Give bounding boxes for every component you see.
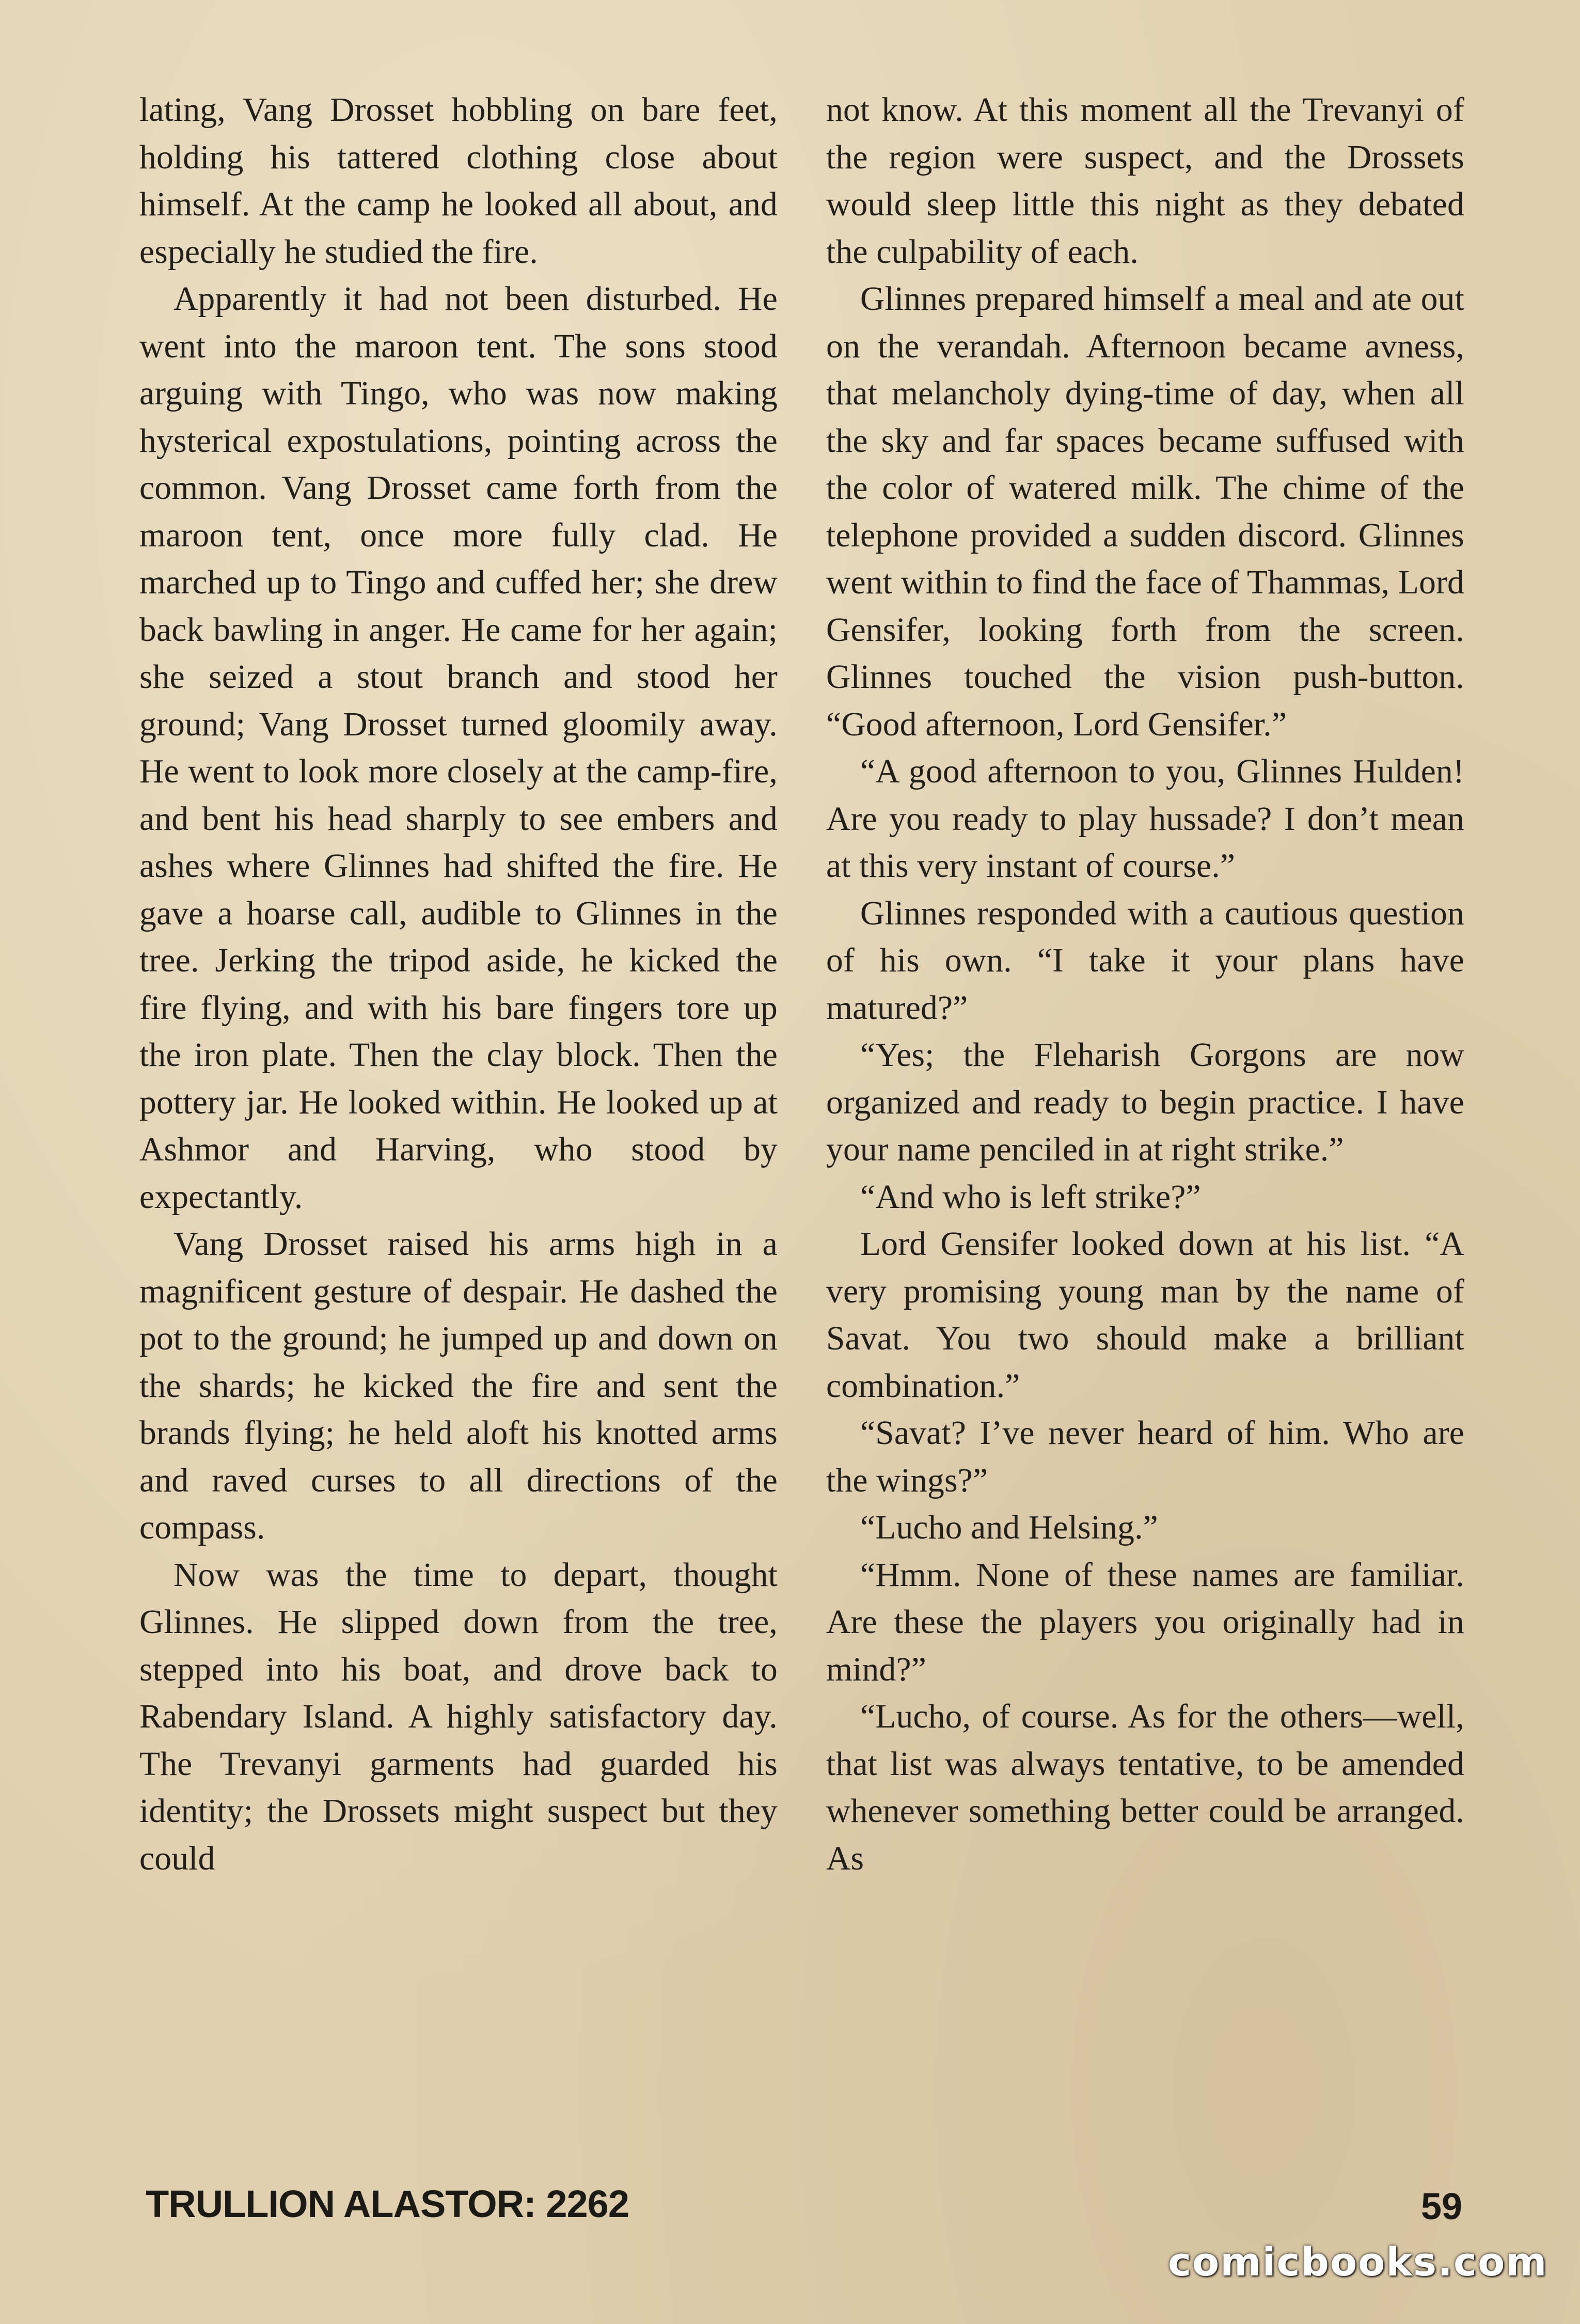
left-text-column	[139, 87, 778, 1882]
paragraph: “Yes; the Fleharish Gorgons are now organized and ready to begin practice. I have your name penciled in at right strike.”	[826, 1037, 1464, 1168]
paragraph: lating, Vang Drosset hobbling on bare feet, holding his tattered clothing close about himself. At the camp he looked all about, and especially he studied the fire.	[139, 91, 778, 271]
paragraph: Now was the time to depart, thought Glinnes. He slipped down from the tree, stepped into his boat, and drove back to Rabendary Island. A highly satisfactory day. The Trevanyi garments had guarded his identity; the Drossets might suspect but they could	[139, 1556, 778, 1877]
paragraph: “A good afternoon to you, Glinnes Hulden! Are you ready to play hussade? I don’t mean at this very instant of course.”	[826, 753, 1464, 885]
paragraph: Vang Drosset raised his arms high in a magnificent gesture of despair. He dashed the pot to the ground; he jumped up and down on the shards; he kicked the fire and sent the brands flying; he held aloft his knotted arms and raved curses to all directions of the compass.	[139, 1226, 778, 1546]
paragraph: Apparently it had not been disturbed. He went into the maroon tent. The sons stood arguing with Tingo, who was now making hysterical expostulations, pointing across the common. Vang Drosset came forth from the maroon tent, once more fully clad. He marched up to Tingo and cuffed her; she drew back bawling in anger. He came for her again; she seized a stout branch and stood her ground; Vang Drosset turned gloomily away. He went to look more closely at the camp-fire, and bent his head sharply to see embers and ashes where Glinnes had shifted the fire. He gave a hoarse call, audible to Glinnes in the tree. Jerking the tripod aside, he kicked the fire flying, and with his bare fingers tore up the iron plate. Then the clay block. Then the pottery jar. He looked within. He looked up at Ashmor and Harving, who stood by expectantly.	[139, 280, 778, 1216]
right-text-column	[826, 87, 1464, 1882]
paragraph: “And who is left strike?”	[860, 1178, 1201, 1216]
paragraph: Lord Gensifer looked down at his list. “A very promising young man by the name of Savat. You two should make a brilliant combination.”	[826, 1226, 1464, 1405]
paragraph: Glinnes responded with a cautious question of his own. “I take it your plans have matured?”	[826, 894, 1464, 1027]
paragraph: “Savat? I’ve never heard of him. Who are the wings?”	[826, 1415, 1464, 1499]
footer-story-title: TRULLION ALASTOR: 2262	[146, 2182, 629, 2225]
page-number: 59	[1421, 2186, 1463, 2227]
paragraph: “Lucho and Helsing.”	[860, 1509, 1158, 1546]
watermark: comicbooks.com	[1168, 2239, 1548, 2285]
paragraph: “Hmm. None of these names are familiar. Are these the players you originally had in mind?”	[826, 1556, 1464, 1688]
paragraph: “Lucho, of course. As for the others—well, that list was always tentative, to be amended whenever something better could be arranged. As	[826, 1698, 1464, 1877]
paragraph: Glinnes prepared himself a meal and ate out on the verandah. Afternoon became avness, that melancholy dying-time of day, when all the sky and far spaces became suffused with the color of watered milk. The chime of the telephone provided a sudden discord. Glinnes went within to find the face of Thammas, Lord Gensifer, looking forth from the screen. Glinnes touched the vision push-button. “Good afternoon, Lord Gensifer.”	[826, 280, 1464, 743]
paragraph: not know. At this moment all the Trevanyi of the region were suspect, and the Drossets would sleep little this night as they debated the culpability of each.	[826, 91, 1464, 271]
